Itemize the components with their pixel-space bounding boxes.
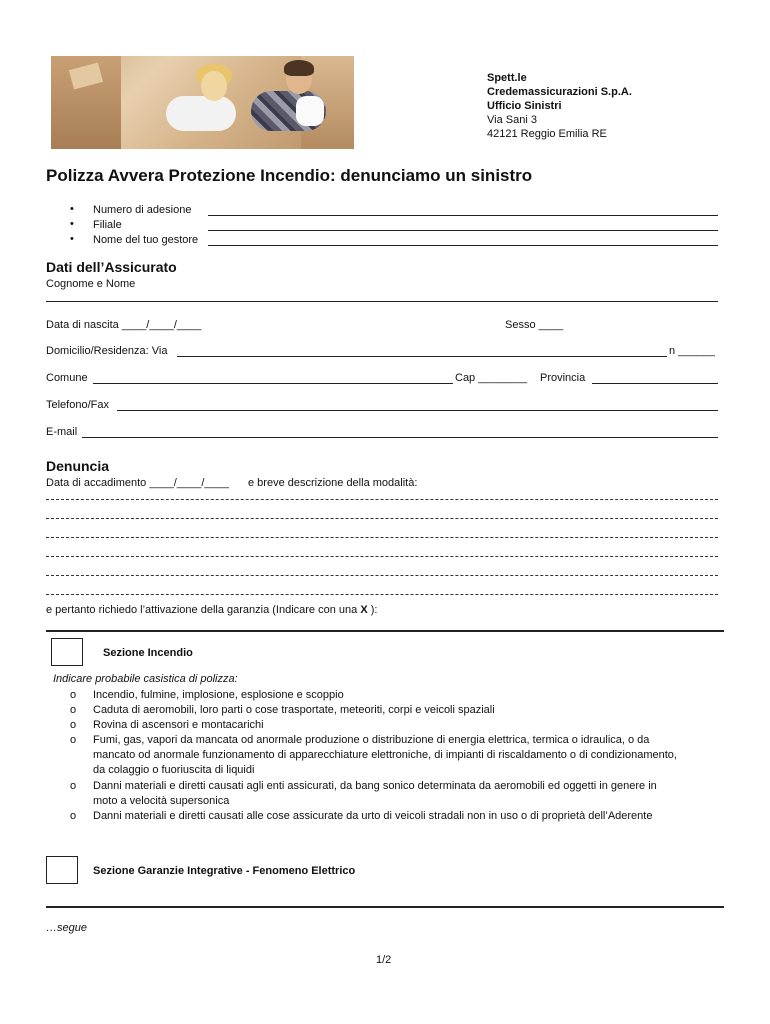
photo-person-man-hair <box>284 60 314 76</box>
field-data-nascita[interactable]: Data di nascita ____/____/____ <box>46 319 202 331</box>
segue-text: …segue <box>46 922 87 934</box>
field-label-filiale: Filiale <box>93 219 122 231</box>
label-email: E-mail <box>46 426 78 438</box>
field-filiale[interactable] <box>208 230 718 231</box>
page-title: Polizza Avvera Protezione Incendio: denunciamo un sinistro <box>46 166 533 185</box>
casistica-item: Fumi, gas, vapori da mancata od anormale produzione o distribuzione di energia elettrica, termica o idraulica, o da <box>93 734 650 746</box>
recipient-line3: Ufficio Sinistri <box>487 100 562 112</box>
checkbox-sezione-incendio[interactable] <box>51 638 83 666</box>
label-descrizione: e breve descrizione della modalità: <box>248 477 418 489</box>
attivazione-garanzia-text: e pertanto richiedo l’attivazione della garanzia (Indicare con una X ): <box>46 604 378 616</box>
sub-bullet: o <box>70 810 77 822</box>
bullet-dot: • <box>70 203 74 215</box>
label-provincia: Provincia <box>540 372 586 384</box>
field-numero-civico[interactable]: n ______ <box>669 345 715 357</box>
recipient-line4: Via Sani 3 <box>487 114 537 126</box>
label-sezione-integrative: Sezione Garanzie Integrative - Fenomeno Elettrico <box>93 865 356 877</box>
sub-bullet: o <box>70 734 77 746</box>
header-photo <box>51 56 354 149</box>
recipient-line1: Spett.le <box>487 72 527 84</box>
label-sezione-incendio: Sezione Incendio <box>103 647 193 659</box>
field-comune[interactable] <box>93 383 453 384</box>
section-heading-assicurato: Dati dell’Assicurato <box>46 259 177 275</box>
sub-bullet: o <box>70 719 77 731</box>
casistica-item: Caduta di aeromobili, loro parti o cose trasportate, meteoriti, corpi e veicoli spaziali <box>93 704 495 716</box>
label-casistica: Indicare probabile casistica di polizza: <box>53 673 238 685</box>
description-line[interactable] <box>46 518 718 519</box>
field-numero-adesione[interactable] <box>208 215 718 216</box>
field-gestore[interactable] <box>208 245 718 246</box>
description-line[interactable] <box>46 594 718 595</box>
field-sesso[interactable]: Sesso ____ <box>505 319 564 331</box>
label-domicilio: Domicilio/Residenza: Via <box>46 345 168 357</box>
section-heading-denuncia: Denuncia <box>46 458 110 474</box>
section-divider <box>46 630 724 632</box>
description-line[interactable] <box>46 575 718 576</box>
casistica-item: Danni materiali e diretti causati agli enti assicurati, da bang sonico determinata da aeromobili ed oggetti in genere in <box>93 780 657 792</box>
bullet-dot: • <box>70 218 74 230</box>
field-label-gestore: Nome del tuo gestore <box>93 234 199 246</box>
field-cognome-nome[interactable] <box>46 301 718 302</box>
photo-person-woman-body <box>166 96 236 131</box>
casistica-item: Rovina di ascensori e montacarichi <box>93 719 264 731</box>
casistica-item: Incendio, fulmine, implosione, esplosione e scoppio <box>93 689 344 701</box>
field-domicilio[interactable] <box>177 356 667 357</box>
description-line[interactable] <box>46 537 718 538</box>
casistica-item: Danni materiali e diretti causati alle cose assicurate da urto di veicoli stradali non in uso o di proprietà dell’Aderente <box>93 810 653 822</box>
casistica-item-continued: moto a velocità supersonica <box>93 795 230 807</box>
recipient-line5: 42121 Reggio Emilia RE <box>487 128 607 140</box>
field-email[interactable] <box>82 437 718 438</box>
page-number: 1/2 <box>376 954 392 966</box>
checkbox-sezione-integrative[interactable] <box>46 856 78 884</box>
description-line[interactable] <box>46 499 718 500</box>
photo-person-man-shirt <box>296 96 324 126</box>
label-cognome-nome: Cognome e Nome <box>46 278 136 290</box>
section-divider <box>46 906 724 908</box>
casistica-item-continued: mancato od anormale funzionamento di apparecchiature elettroniche, di impianti di riscaldamento o di condizionamento, <box>93 749 677 761</box>
casistica-item-continued: da colaggio o fuoriuscita di liquidi <box>93 764 255 776</box>
recipient-address <box>487 71 632 141</box>
bullet-dot: • <box>70 233 74 245</box>
sub-bullet: o <box>70 689 77 701</box>
sub-bullet: o <box>70 704 77 716</box>
description-line[interactable] <box>46 556 718 557</box>
field-data-accadimento[interactable]: Data di accadimento ____/____/____ <box>46 477 229 489</box>
label-telefono: Telefono/Fax <box>46 399 109 411</box>
field-provincia[interactable] <box>592 383 718 384</box>
field-label-numero-adesione: Numero di adesione <box>93 204 192 216</box>
field-telefono[interactable] <box>117 410 718 411</box>
field-cap[interactable]: Cap ________ <box>455 372 528 384</box>
label-comune: Comune <box>46 372 88 384</box>
sub-bullet: o <box>70 780 77 792</box>
recipient-line2: Credemassicurazioni S.p.A. <box>487 86 632 98</box>
photo-person-woman-head <box>201 71 227 101</box>
